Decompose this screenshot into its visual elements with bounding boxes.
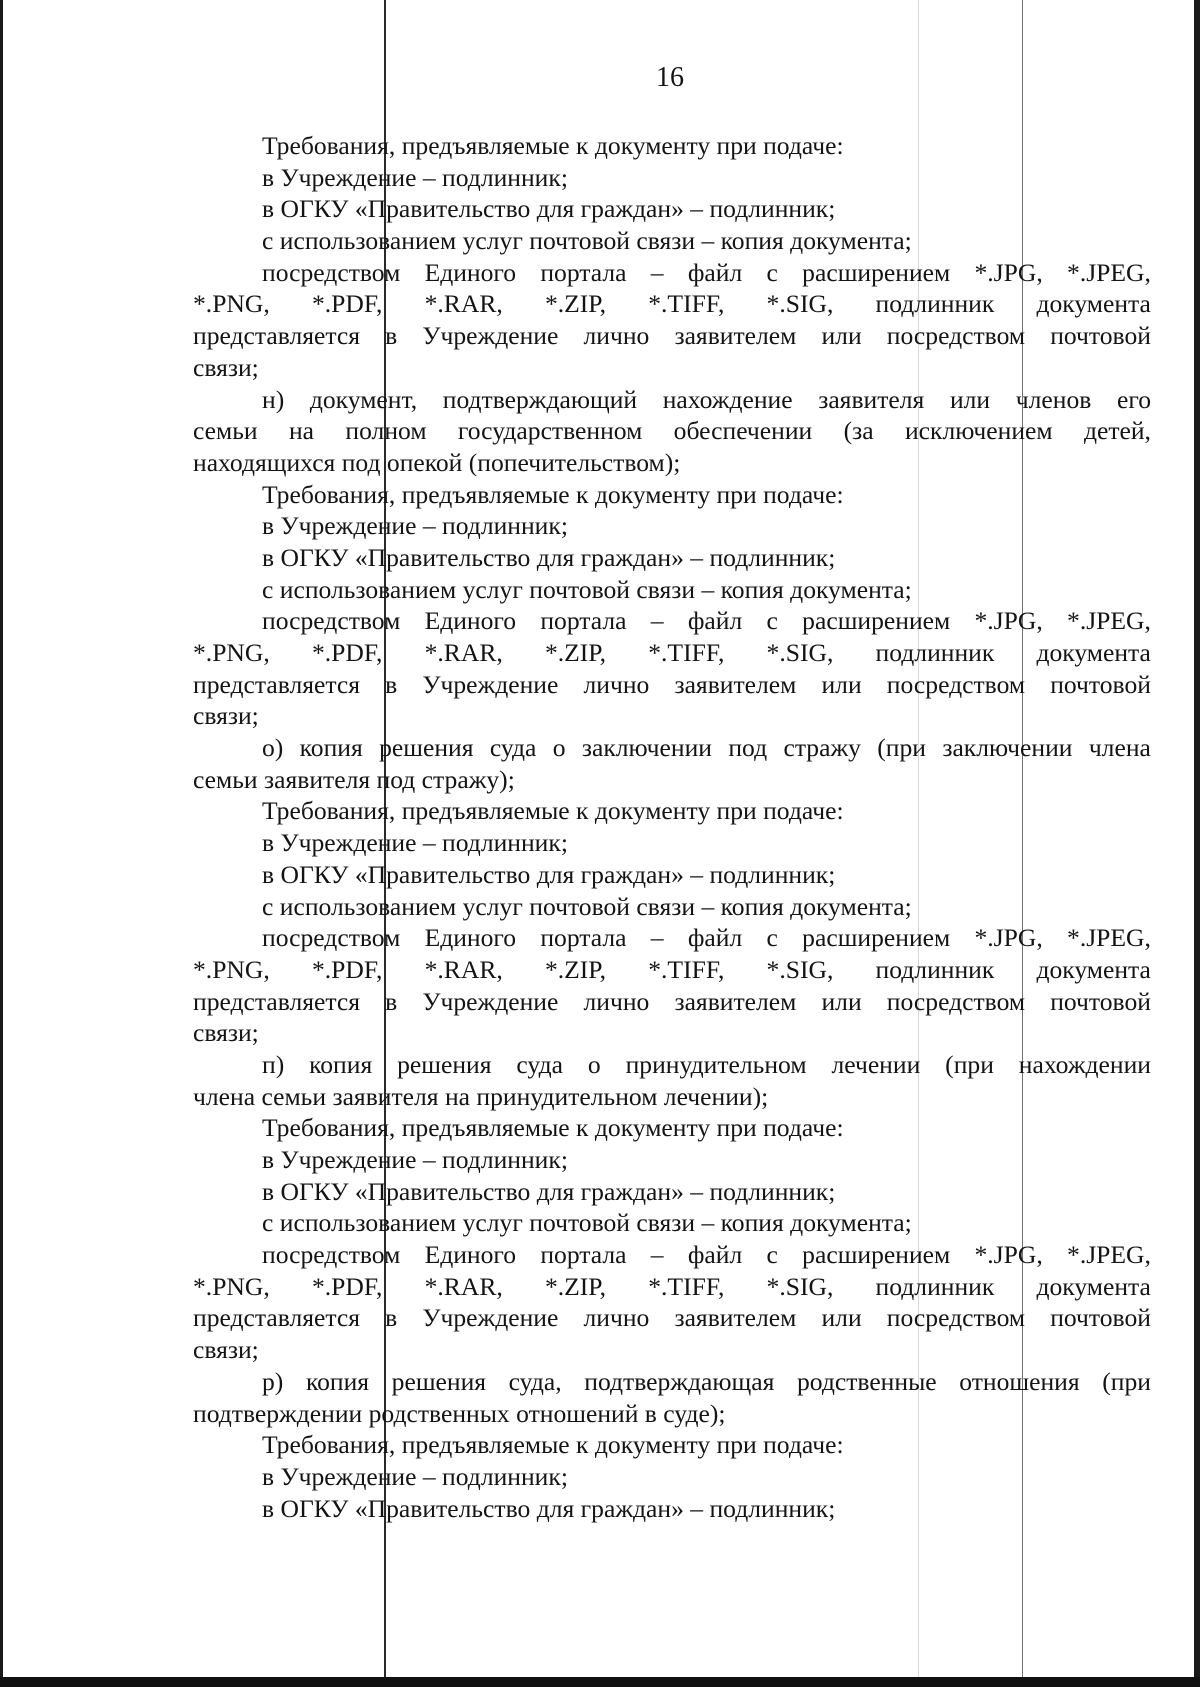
word: представляется — [193, 986, 361, 1016]
text-line: члена семьи заявителя на принудительном лечении); — [193, 1081, 769, 1111]
text-line: связи; — [193, 1018, 259, 1048]
word: представляется — [193, 321, 361, 351]
text-line: с использованием услуг почтовой связи – копия документа; — [262, 574, 912, 604]
word: члена — [1088, 733, 1151, 763]
word: или — [821, 1303, 862, 1333]
scan-edge-bottom — [0, 1677, 1200, 1687]
word: *.PNG, — [193, 289, 270, 319]
text-line: Требования, предъявляемые к документу при подаче: — [262, 796, 844, 826]
word: файл — [687, 606, 743, 636]
word: почтовой — [1050, 321, 1151, 351]
text-line: в Учреждение – подлинник; — [262, 162, 568, 192]
word: расширением — [802, 257, 951, 287]
word: посредством — [262, 257, 401, 287]
word: портала — [540, 606, 627, 636]
word: заявителем — [674, 669, 797, 699]
text-line — [193, 986, 1151, 1018]
word: посредством — [262, 923, 401, 953]
word: *.SIG, — [766, 638, 834, 667]
word: файл — [687, 257, 743, 287]
word: или — [949, 384, 991, 414]
word: н) — [262, 384, 285, 414]
word: копия — [309, 1049, 373, 1079]
word: *.PNG, — [193, 1271, 270, 1301]
word: почтовой — [1050, 1303, 1151, 1333]
word: с — [766, 606, 778, 636]
word: *.TIFF, — [648, 1271, 725, 1301]
word: заключении — [581, 733, 713, 763]
scan-edge-right — [1194, 0, 1200, 1687]
text-line: связи; — [193, 701, 259, 731]
word: посредством — [262, 606, 401, 636]
text-line: в Учреждение – подлинник; — [262, 1145, 568, 1174]
word: в — [385, 669, 398, 699]
word: решения — [379, 733, 474, 763]
word: нахождении — [1018, 1049, 1151, 1079]
word: почтовой — [1050, 986, 1151, 1016]
word: *.ZIP, — [544, 638, 607, 667]
word: п) — [262, 1049, 285, 1079]
word: *.JPEG, — [1067, 923, 1151, 953]
word: детей, — [1083, 416, 1151, 446]
text-line: в ОГКУ «Правительство для граждан» – подлинник; — [262, 859, 836, 889]
word: Учреждение — [422, 669, 559, 699]
word: о) — [262, 733, 284, 763]
word: лично — [583, 986, 650, 1016]
word: копия — [305, 1366, 370, 1396]
word: его — [1116, 384, 1151, 414]
text-line: Требования, предъявляемые к документу при подаче: — [262, 479, 844, 509]
word: нахождение — [662, 384, 793, 414]
text-line: в ОГКУ «Правительство для граждан» – подлинник; — [262, 1176, 836, 1206]
text-line — [193, 1366, 1151, 1398]
word: членов — [1015, 384, 1092, 414]
word: представляется — [193, 669, 361, 699]
word: *.PDF, — [311, 289, 383, 319]
word: с — [766, 257, 778, 287]
word: посредством — [886, 986, 1026, 1016]
word: *.JPG, — [974, 606, 1043, 636]
word: *.JPG, — [974, 923, 1043, 953]
text-line: Требования, предъявляемые к документу при подаче: — [262, 1113, 844, 1143]
word: документа — [1036, 1271, 1151, 1301]
word: заявителем — [674, 321, 797, 351]
word: на — [288, 416, 315, 446]
word: *.PDF, — [311, 638, 383, 667]
word: полном — [345, 416, 427, 446]
text-line: в Учреждение – подлинник; — [262, 828, 568, 858]
scan-edge-left — [0, 0, 3, 1687]
word: (при — [1102, 1366, 1151, 1396]
word: представляется — [193, 1303, 361, 1333]
text-line: связи; — [193, 1335, 259, 1365]
word: заявителем — [674, 1303, 797, 1333]
word: *.RAR, — [424, 954, 503, 984]
word: Учреждение — [422, 986, 559, 1016]
word: копия — [299, 733, 363, 763]
word: портала — [540, 923, 627, 953]
text-line: с использованием услуг почтовой связи – копия документа; — [262, 891, 912, 921]
word: документа — [1036, 954, 1151, 984]
word: *.ZIP, — [544, 954, 607, 984]
word: *.JPG, — [974, 257, 1043, 287]
word: в — [385, 986, 398, 1016]
word: *.SIG, — [766, 289, 834, 319]
word: *.RAR, — [424, 638, 503, 667]
word: решения — [397, 1049, 492, 1079]
page-number: 16 — [656, 62, 684, 93]
document-body — [193, 130, 1151, 1524]
word: семьи — [193, 416, 258, 446]
word: под — [728, 733, 768, 763]
word: или — [821, 669, 862, 699]
word: документа — [1036, 289, 1151, 319]
word: лично — [583, 669, 650, 699]
text-line — [193, 954, 1151, 986]
word: – — [650, 606, 664, 636]
word: *.TIFF, — [648, 954, 725, 984]
word: почтовой — [1050, 669, 1151, 699]
text-line — [193, 605, 1151, 637]
word: *.TIFF, — [648, 289, 725, 319]
text-line: в ОГКУ «Правительство для граждан» – подлинник; — [262, 542, 836, 572]
word: Единого — [424, 1240, 517, 1270]
word: решения — [391, 1366, 487, 1396]
text-line: в Учреждение – подлинник; — [262, 511, 568, 541]
word: родственные — [796, 1366, 937, 1396]
word: расширением — [802, 923, 951, 953]
word: или — [821, 986, 862, 1016]
text-line — [193, 257, 1151, 289]
text-line: связи; — [193, 352, 259, 382]
word: *.PDF, — [311, 954, 383, 984]
text-line: с использованием услуг почтовой связи – копия документа; — [262, 1208, 912, 1238]
word: принудительном — [625, 1049, 807, 1079]
text-line: в ОГКУ «Правительство для граждан» – подлинник; — [262, 1493, 836, 1523]
text-line: с использованием услуг почтовой связи – копия документа; — [262, 226, 912, 256]
word: файл — [687, 923, 743, 953]
word: Единого — [424, 923, 517, 953]
word: Единого — [424, 257, 517, 287]
word: Единого — [424, 606, 517, 636]
text-line — [193, 1271, 1151, 1303]
word: *.JPG, — [974, 1240, 1043, 1270]
word: подлинник — [875, 638, 995, 667]
word: – — [650, 923, 664, 953]
word: *.SIG, — [766, 1271, 834, 1301]
word: суда — [489, 733, 537, 763]
word: файл — [687, 1240, 743, 1270]
word: (при — [945, 1049, 994, 1079]
word: *.JPEG, — [1067, 1240, 1151, 1270]
text-line: в ОГКУ «Правительство для граждан» – подлинник; — [262, 194, 836, 224]
word: заявителя — [818, 384, 925, 414]
text-line — [193, 320, 1151, 352]
text-line: семьи заявителя под стражу); — [193, 764, 515, 794]
word: подлинник — [875, 1271, 995, 1301]
word: *.PDF, — [311, 1271, 383, 1301]
text-line — [193, 732, 1151, 764]
word: суда, — [508, 1366, 562, 1396]
word: *.JPEG, — [1067, 257, 1151, 287]
word: – — [650, 257, 664, 287]
word: посредством — [262, 1240, 401, 1270]
text-line: Требования, предъявляемые к документу при подаче: — [262, 1430, 844, 1460]
word: расширением — [802, 1240, 951, 1270]
text-line — [193, 288, 1151, 320]
word: *.RAR, — [424, 1271, 503, 1301]
word: с — [766, 923, 778, 953]
word: *.JPEG, — [1067, 606, 1151, 636]
word: р) — [262, 1366, 284, 1396]
word: лично — [583, 321, 650, 351]
text-line — [193, 1302, 1151, 1334]
word: с — [766, 1240, 778, 1270]
text-line: подтверждении родственных отношений в суде); — [193, 1398, 726, 1428]
word: исключением — [904, 416, 1053, 446]
word: портала — [540, 1240, 627, 1270]
text-line — [193, 1239, 1151, 1271]
word: подлинник — [875, 954, 995, 984]
word: расширением — [802, 606, 951, 636]
word: – — [650, 1240, 664, 1270]
word: документа — [1036, 638, 1151, 667]
text-line — [193, 415, 1151, 447]
word: *.SIG, — [766, 954, 834, 984]
word: заключении — [942, 733, 1073, 763]
text-line — [193, 1049, 1151, 1081]
text-line — [193, 384, 1151, 416]
word: или — [821, 321, 862, 351]
word: посредством — [886, 669, 1026, 699]
word: посредством — [886, 1303, 1026, 1333]
word: лечении — [831, 1049, 921, 1079]
word: *.ZIP, — [544, 1271, 607, 1301]
word: стражу — [783, 733, 861, 763]
word: подтверждающий — [442, 384, 638, 414]
word: о — [587, 1049, 601, 1079]
word: документ, — [309, 384, 418, 414]
word: отношения — [959, 1366, 1080, 1396]
word: *.PNG, — [193, 954, 270, 984]
word: о — [552, 733, 566, 763]
word: (за — [843, 416, 874, 446]
word: (при — [877, 733, 926, 763]
text-line — [193, 637, 1151, 669]
word: суда — [516, 1049, 563, 1079]
word: Учреждение — [422, 321, 559, 351]
word: заявителем — [674, 986, 797, 1016]
word: лично — [583, 1303, 650, 1333]
text-line — [193, 922, 1151, 954]
text-line: в Учреждение – подлинник; — [262, 1461, 568, 1491]
word: *.PNG, — [193, 638, 270, 667]
word: *.ZIP, — [544, 289, 607, 319]
word: *.TIFF, — [648, 638, 725, 667]
word: посредством — [886, 321, 1026, 351]
word: обеспечении — [673, 416, 813, 446]
word: *.RAR, — [424, 289, 503, 319]
text-line: Требования, предъявляемые к документу при подаче: — [262, 131, 844, 160]
word: подлинник — [875, 289, 995, 319]
text-line: находящихся под опекой (попечительством); — [193, 447, 681, 477]
word: Учреждение — [422, 1303, 559, 1333]
word: в — [385, 321, 398, 351]
word: в — [385, 1303, 398, 1333]
word: государственном — [457, 416, 643, 446]
word: подтверждающая — [584, 1366, 775, 1396]
text-line — [193, 669, 1151, 701]
word: портала — [540, 257, 627, 287]
